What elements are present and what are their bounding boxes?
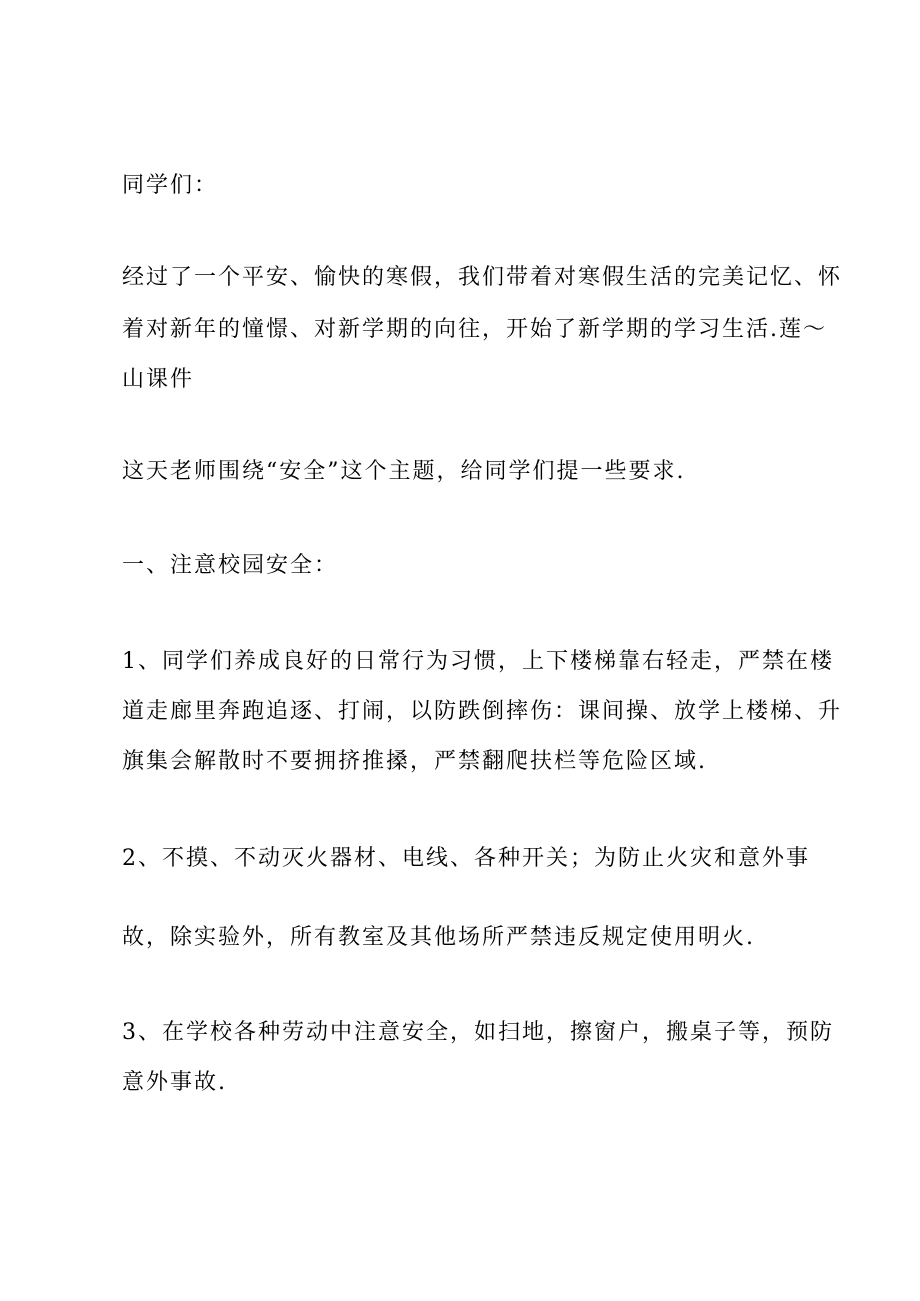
section-heading: 一、注意校园安全： [122,553,339,578]
item2-line-1: 2、不摸、不动灭火器材、电线、各种开关；为防止火灾和意外事 [122,846,810,871]
item1-line-1: 1、同学们养成良好的日常行为习惯，上下楼梯靠右轻走，严禁在楼 [122,649,834,674]
intro-line-1: 经过了一个平安、愉快的寒假，我们带着对寒假生活的完美记忆、怀 [122,265,843,290]
item1-line-2: 道走廊里奔跑追逐、打闹，以防跌倒摔伤：课间操、放学上楼梯、升 [122,699,843,724]
item3-line-2: 意外事故. [122,1070,227,1095]
topic-paragraph: 这天老师围绕“安全”这个主题，给同学们提一些要求. [122,459,686,484]
intro-line-3: 山课件 [122,367,195,392]
item2-line-2: 故，除实验外，所有教室及其他场所严禁违反规定使用明火. [122,925,755,950]
intro-line-2: 着对新年的憧憬、对新学期的向往，开始了新学期的学习生活.莲～ [122,317,827,342]
item1-line-3: 旗集会解散时不要拥挤推搡，严禁翻爬扶栏等危险区域. [122,749,707,774]
greeting: 同学们： [122,173,219,198]
item3-line-1: 3、在学校各种劳动中注意安全，如扫地，擦窗户，搬桌子等，预防 [122,1020,834,1045]
